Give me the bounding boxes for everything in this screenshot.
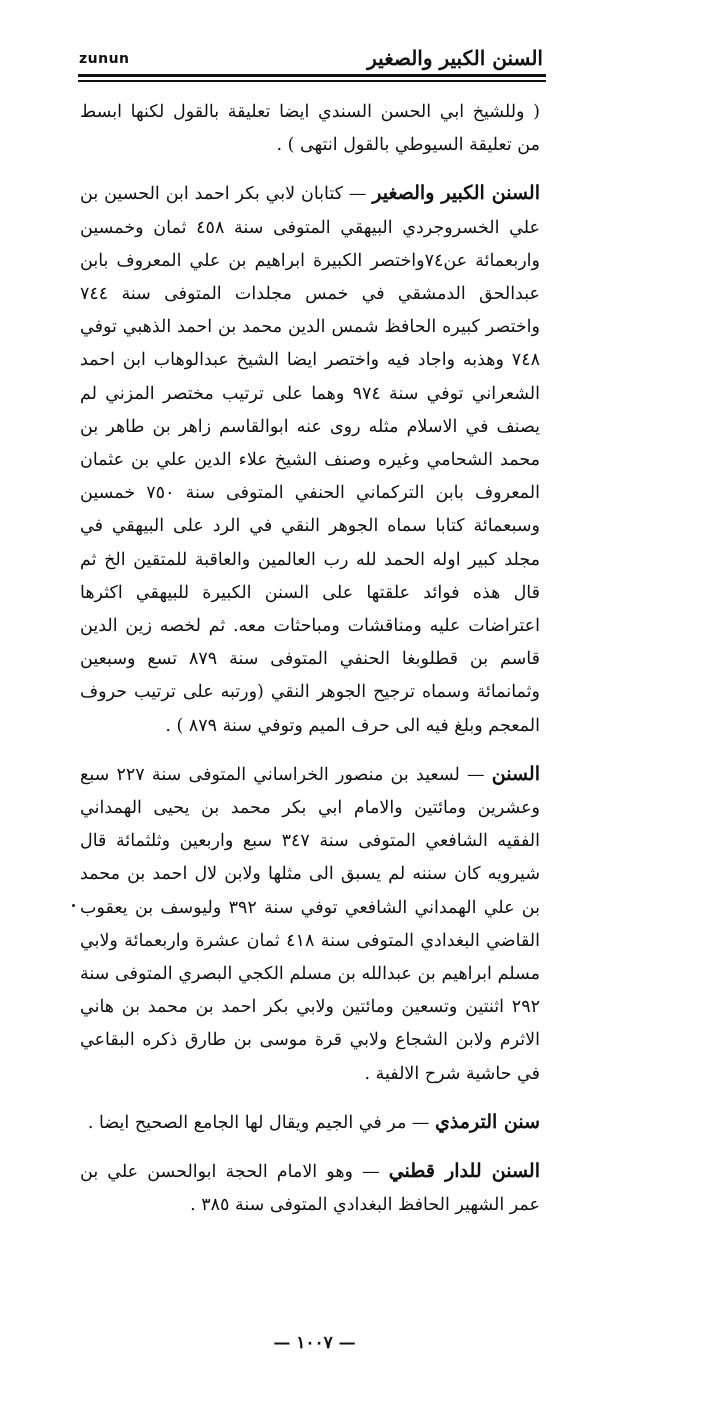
header-rule-thin (78, 80, 546, 82)
header-rule-thick (78, 74, 546, 77)
entry-sunan-kabir-saghir (80, 177, 540, 742)
paragraph-continuation (80, 96, 540, 162)
paragraph-gap (80, 162, 540, 177)
body-text (80, 96, 540, 1223)
entry-title: السنن (491, 762, 540, 785)
entry-sunan-tirmidhi (80, 1106, 540, 1140)
entry-title: السنن للدار قطني (388, 1160, 540, 1183)
entry-body: — مر في الجيم ويقال لها الجامع الصحيح ايضا . (87, 1112, 435, 1133)
entry-sunan-daraqutni (80, 1155, 540, 1222)
entry-body: — وهو الامام الحجة ابوالحسن علي بن عمر الشهير الحافظ البغدادي المتوفى سنة ٣٨٥ . (80, 1162, 540, 1216)
paragraph-body: ( وللشيخ ابي الحسن السندي ايضا تعليقة بالقول لكنها ابسط من تعليقة السيوطي بالقول انتهى ) . (80, 102, 540, 156)
paragraph-gap (80, 1140, 540, 1155)
print-speck (72, 904, 75, 907)
entry-body: — كتابان لابي بكر احمد ابن الحسين بن علي الخسروجردي البيهقي المتوفى سنة ٤٥٨ ثمان وخمسين واربعمائة عن٧٤واختصر الكبيرة ابراهيم بن علي المعروف بابن عبدالحق الدمشقي في خمس مجلدات المتوفى سنة ٧٤٤ واختصر كبيره الحافظ شمس الدين محمد بن احمد الذهبي توفي ٧٤٨ وهذبه واجاد فيه واختصر ايضا الشيخ عبدالوهاب ابن احمد الشعراني توفي سنة ٩٧٤ وهما على ترتيب مختصر المزني لم يصنف في الاسلام مثله روى عنه ابوالقاسم زاهر بن طاهر بن محمد الشحامي وغيره وصنف الشيخ علاء الدين علي بن عثمان المعروف بابن التركماني الحنفي المتوفى سنة ٧٥٠ خمسين وسبعمائة كتابا سماه الجوهر النقي في الرد على البيهقي في مجلد كبير اوله الحمد لله رب العالمين والعاقبة للمتقين الخ ثم قال هذه فوائد علقتها على السنن الكبيرة للبيهقي اكثرها اعتراضات عليه ومناقشات ومباحثات معه. ثم لخصه زين الدين قاسم بن قطلوبغا الحنفي المتوفى سنة ٨٧٩ تسع وسبعين وثمانمائة وسماه ترجيح الجوهر النقي (ورتبه على ترتيب حروف المعجم وبلغ فيه الى حرف الميم وتوفي سنة ٨٧٩ ) . (80, 184, 541, 736)
entry-sunan (80, 758, 540, 1091)
running-header-author: zunun (79, 51, 130, 67)
page-number: — ١٠٠٧ — (273, 1333, 356, 1353)
entry-title: سنن الترمذي (434, 1110, 540, 1133)
paragraph-gap (80, 743, 540, 758)
entry-body: — لسعيد بن منصور الخراساني المتوفى سنة ٢٢٧ سبع وعشرين ومائتين والامام ابي بكر محمد بن يحيى الهمداني الفقيه الشافعي المتوفى سنة ٣٤٧ سبع واربعين وثلثمائة قال شيرويه كان سننه لم يسبق الى مثلها ولابن لال احمد بن محمد بن علي الهمداني الشافعي توفي سنة ٣٩٢ وليوسف بن يعقوب القاضي البغدادي المتوفى سنة ٤١٨ ثمان عشرة واربعمائة ولابي مسلم ابراهيم بن عبدالله بن مسلم الكجي البصري المتوفى سنة ٢٩٢ اثنتين وتسعين ومائتين ولابي بكر احمد بن محمد بن هاني الاثرم ولابن الشجاع ولابي قرة موسى بن طارق ذكره البقاعي في حاشية شرح الالفية . (80, 764, 540, 1084)
running-header-title: السنن الكبير والصغير (367, 46, 543, 70)
entry-title: السنن الكبير والصغير (372, 182, 540, 205)
paragraph-gap (80, 1091, 540, 1106)
